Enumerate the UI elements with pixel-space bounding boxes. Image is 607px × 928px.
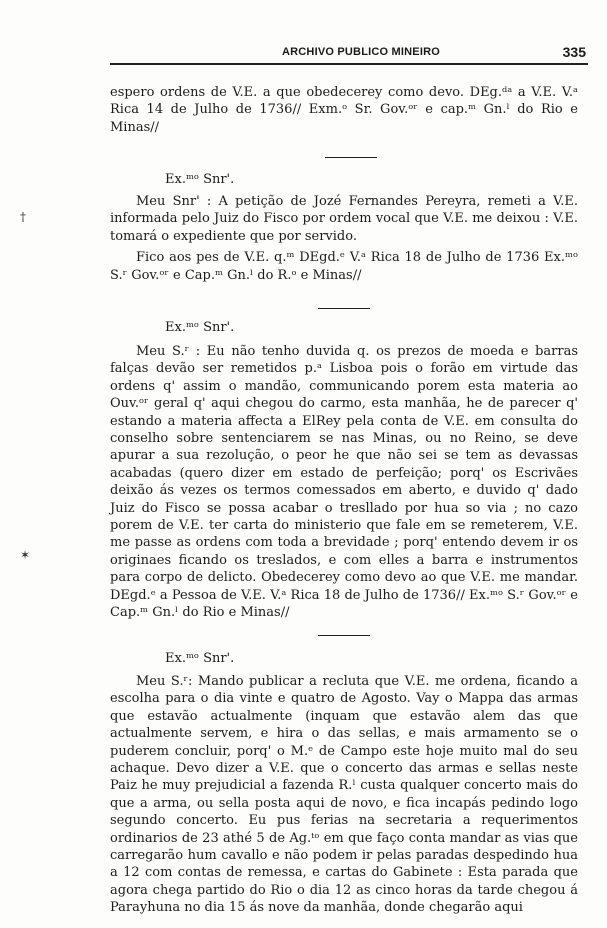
section-divider — [318, 308, 370, 309]
salutation: Ex.ᵐᵒ Snr'. — [165, 172, 235, 187]
page-number: 335 — [562, 44, 586, 60]
page-header — [110, 44, 588, 68]
salutation: Ex.ᵐᵒ Snr'. — [165, 651, 235, 666]
letter-body — [110, 343, 578, 622]
letter-body — [110, 193, 578, 284]
paragraph: espero ordens de V.E. a que obedecerey como devo. DEg.ᵈᵃ a V.E. V.ᵃ Rica 14 de Julho de 1736// Exm.ᵒ Sr. Gov.ᵒʳ e cap.ᵐ Gn.ˡ do Rio e Minas// — [110, 85, 578, 135]
margin-mark: † — [20, 210, 26, 224]
section-divider — [325, 157, 377, 158]
header-rule — [110, 63, 588, 65]
letter-body — [110, 673, 578, 917]
paragraph: Meu Snr' : A petição de Jozé Fernandes Pereyra, remeti a V.E. informada pelo Juiz do Fisco por ordem vocal que V.E. me deixou : V.E. tomará o expediente que por servido. — [110, 194, 578, 244]
paragraph: Fico aos pes de V.E. q.ᵐ DEgd.ᵉ V.ᵃ Rica 18 de Julho de 1736 Ex.ᵐᵒ S.ʳ Gov.ᵒʳ e Cap.ᵐ Gn.ˡ do R.ᵒ e Minas// — [110, 250, 578, 283]
paragraph: Meu S.ʳ: Mando publicar a recluta que V.E. me ordena, ficando a escolha para o dia vinte e quatro de Agosto. Vay o Mappa das armas que estavão actualmente (inquam que estavão alem das que actualmente servem, e hira o das sellas, e mais armamento se o puderem concluir, porq' o M.ᵉ de Campo este hoje muito mal do seu achaque. Devo dizer a V.E. que o concerto das armas e sellas neste Paiz he muy prejudicial a fazenda R.ˡ custa qualquer concerto mais do que a arma, ou sella posta aqui de novo, e fica incapás pedindo logo segundo concerto. Eu pus ferias na secretaria a requerimentos ordinarios de 23 athé 5 de Ag.ᵗᵒ em que faço conta mandar as vias que carregarão hum cavallo e não podem ir pelas paradas despedindo hua a 12 com contas de remessa, e cartas do Gabinete : Esta parada que agora chega partido do Rio o dia 12 as cinco horas da tarde chegou á Parayhuna no dia 15 ás nove da manhãa, donde chegarão aqui — [110, 674, 578, 916]
margin-mark: ✶ — [20, 548, 31, 562]
letter-continuation — [110, 84, 578, 136]
running-head: ARCHIVO PUBLICO MINEIRO — [282, 46, 440, 58]
section-divider — [318, 635, 370, 636]
paragraph: Meu S.ʳ : Eu não tenho duvida q. os prezos de moeda e barras falças devão ser remetidos p.ᵃ Lisboa pois o forão em virtude das ordens q' assim o mandão, communicando porem esta materia ao Ouv.ᵒʳ geral q' aqui chegou do carmo, esta manhãa, he de parecer q' estando a materia affecta a ElRey pela conta de V.E. em consulta do conselho sobre sentenciarem se nas Minas, ou no Reino, se deve apurar a sua rezolução, o peor he que não sei se tem as devassas acabadas (quero dizer em estado de perfeição; porq' os Escrivães deixão ás vezes os termos comessados em aberto, e duvido q' dado Juiz do Fisco se possa acabar o tresllado por hua so via ; no cazo porem de V.E. ter carta do ministerio que fale em se remeterem, V.E. me passe as ordens com toda a brevidade ; porq' entendo devem ir os originaes ficando os treslados, e com elles a barra e instrumentos para corpo de delicto. Obedecerey como devo ao que V.E. me mandar. DEgd.ᵉ a Pessoa de V.E. V.ᵃ Rica 18 de Julho de 1736// Ex.ᵐᵒ S.ʳ Gov.ᵒʳ e Cap.ᵐ Gn.ˡ do Rio e Minas// — [110, 344, 578, 621]
salutation: Ex.ᵐᵒ Snr'. — [165, 320, 235, 335]
